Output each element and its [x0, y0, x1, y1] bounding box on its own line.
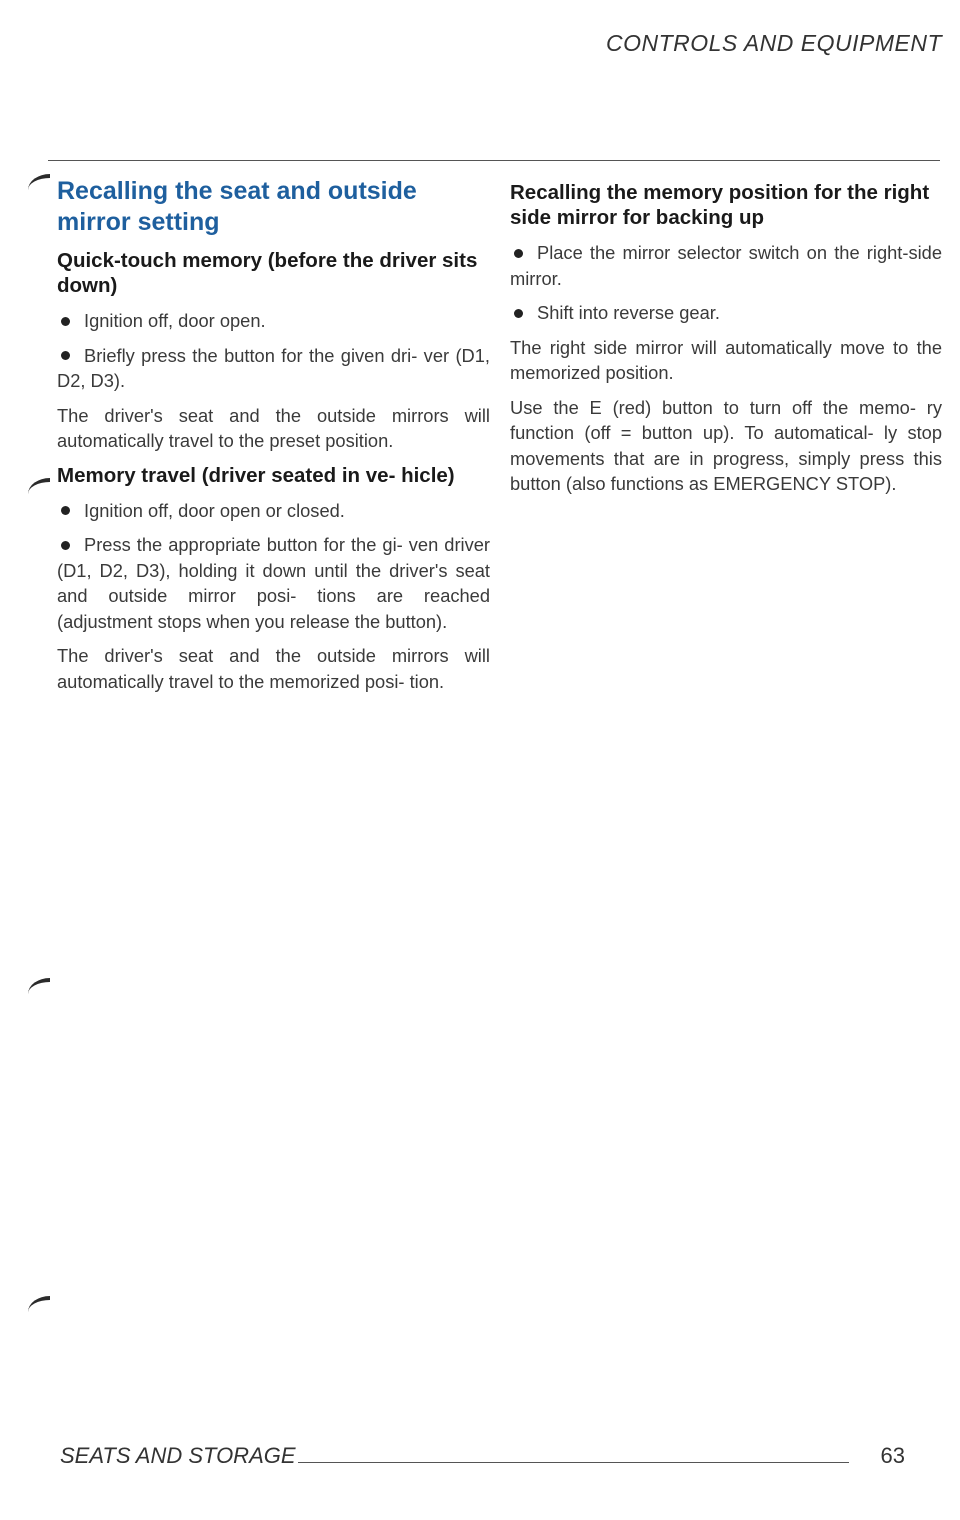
footer-rule: [298, 1462, 849, 1463]
list-item: Briefly press the button for the given dri- ver (D1, D2, D3).: [57, 344, 490, 391]
binding-tab-mark: [28, 978, 50, 998]
subheading-quick-touch: Quick-touch memory (before the driver sits down): [57, 249, 478, 297]
subheading-memory-travel: Memory travel (driver seated in ve- hicle): [57, 463, 455, 487]
section-title: Recalling the seat and outside mirror setting: [57, 177, 417, 236]
paragraph: The driver's seat and the outside mirrors will automatically travel to the preset position.: [57, 404, 490, 451]
bullet-icon: [61, 351, 70, 360]
binding-tab-mark: [28, 478, 50, 498]
list-item: Place the mirror selector switch on the right-side mirror.: [510, 242, 942, 289]
footer-section-title: SEATS AND STORAGE: [60, 1443, 296, 1468]
header-rule: [48, 160, 940, 161]
list-item: Press the appropriate button for the gi- ven driver (D1, D2, D3), holding it down until the driver's seat and outside mirror posi- tions are reached (adjustment stops when you release the button).: [57, 534, 490, 632]
right-column: [510, 176, 942, 506]
list-item: Shift into reverse gear.: [510, 300, 942, 326]
paragraph: Use the E (red) button to turn off the memo- ry function (off = button up). To automatical- ly stop movements that are in progress, simply press this button (also functions as EMERGENCY STOP).: [510, 396, 942, 494]
paragraph: The driver's seat and the outside mirrors will automatically travel to the memorized posi- tion.: [57, 645, 490, 692]
list-item: Ignition off, door open.: [57, 308, 490, 334]
binding-tab-mark: [28, 174, 50, 194]
left-column: [57, 176, 490, 703]
binding-tab-mark: [28, 1296, 50, 1316]
bullet-icon: [61, 506, 70, 515]
page-number: 63: [880, 1443, 905, 1468]
subheading-right-mirror: Recalling the memory position for the right side mirror for backing up: [510, 181, 930, 229]
bullet-icon: [514, 249, 523, 258]
running-header: CONTROLS AND EQUIPMENT: [605, 30, 942, 56]
bullet-icon: [514, 309, 523, 318]
paragraph: The right side mirror will automatically move to the memorized position.: [510, 336, 942, 383]
list-item: Ignition off, door open or closed.: [57, 498, 490, 524]
bullet-icon: [61, 541, 70, 550]
page-footer: [60, 1443, 905, 1483]
bullet-icon: [61, 317, 70, 326]
